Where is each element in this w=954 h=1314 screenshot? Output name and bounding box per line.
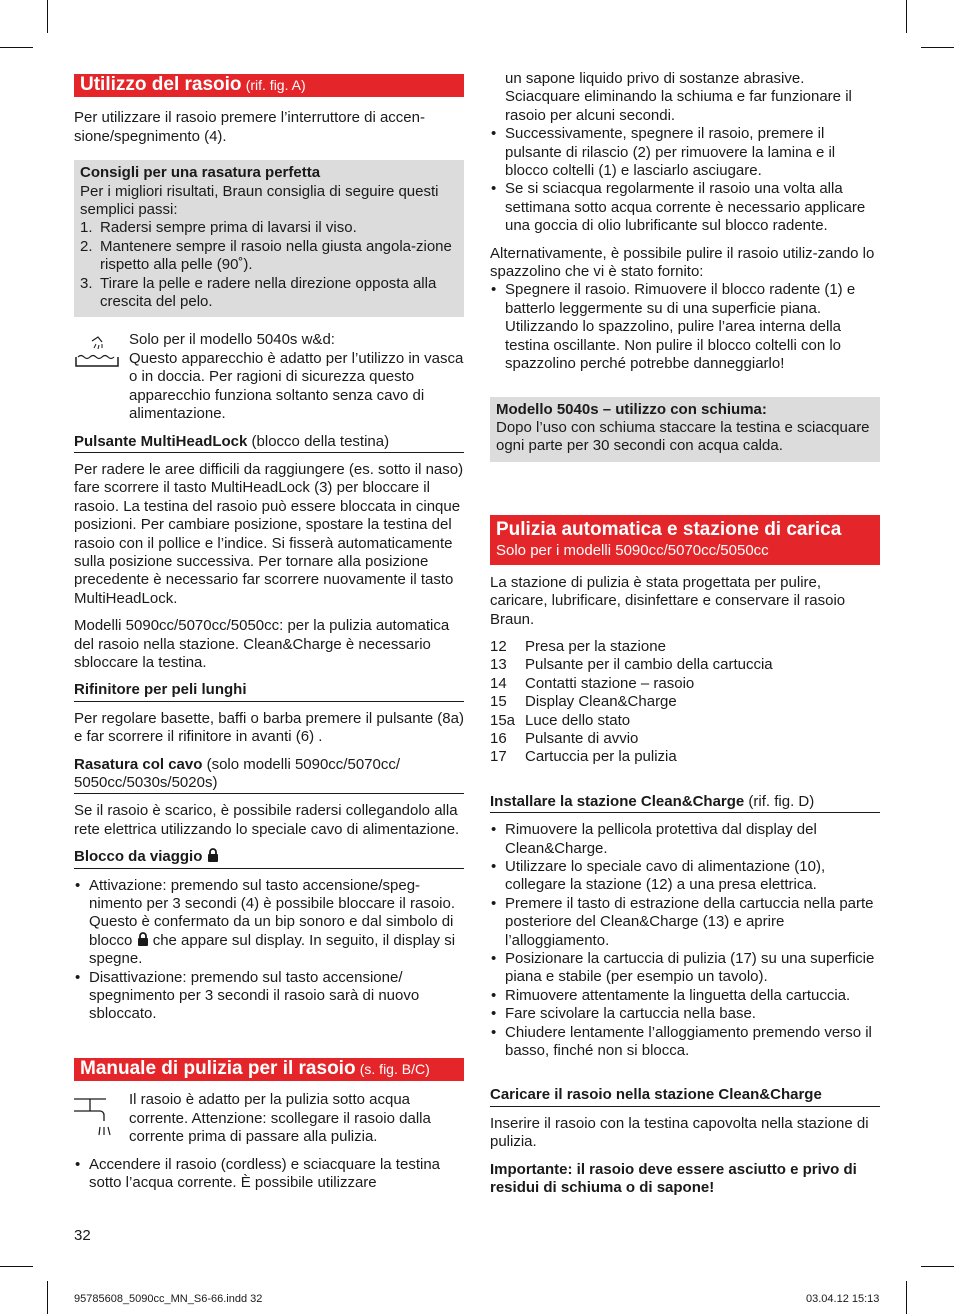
crop-mark: [906, 0, 907, 33]
tips-list: [80, 219, 458, 311]
list-item: 1. Radersi sempre prima di lavarsi il viso.: [80, 219, 357, 237]
list-item: • Chiudere lentamente l’alloggiamento premendo verso il basso, finché non si blocca.: [490, 1024, 880, 1061]
lock-icon: [207, 848, 219, 862]
section-title: Manuale di pulizia per il rasoio: [80, 1057, 356, 1079]
list-item: 12 Presa per la stazione: [490, 637, 666, 655]
section-subtitle: Solo per i modelli 5090cc/5070cc/5050cc: [496, 541, 769, 559]
list-item: • Rimuovere la pellicola protettiva dal display del Clean&Charge.: [490, 821, 880, 858]
travel-lock-list: [74, 877, 464, 1024]
charge-heading: Caricare il rasoio nella stazione Clean&Charge: [490, 1086, 880, 1106]
list-item: 3. Tirare la pelle e radere nella direzione opposta alla crescita del pelo.: [80, 274, 437, 311]
tips-box: [74, 160, 464, 317]
section-title: Pulizia automatica e stazione di carica: [496, 518, 842, 540]
multiheadlock-models: Modelli 5090cc/5070cc/5050cc: per la pulizia automatica del rasoio nella stazione. Clean&Charge è necessario sbloccare la testina.: [74, 617, 450, 671]
foam-box: [490, 397, 880, 462]
list-number: 3.: [80, 274, 93, 292]
shower-bath-icon: [74, 331, 129, 423]
wd-text: Questo apparecchio è adatto per l’utilizzo in vasca o in doccia. Per ragioni di sicurezza questo apparecchio funziona soltanto senza cavo di alimentazione.: [129, 349, 464, 423]
crop-mark: [906, 1281, 907, 1314]
list-item: • Disattivazione: premendo sul tasto accensione/ spegnimento per 3 secondi il rasoio sarà di nuovo sbloccato.: [74, 969, 464, 1024]
trimmer-text: Per regolare basette, baffi o barba premere il pulsante (8a) e far scorrere il rifinitore in avanti (6) .: [74, 709, 464, 746]
usage-intro: Per utilizzare il rasoio premere l’interruttore di accen-sione/spegnimento (4).: [74, 109, 425, 145]
trimmer-heading: Rifinitore per peli lunghi: [74, 681, 464, 701]
list-item: 17 Cartuccia per la pulizia: [490, 748, 677, 766]
alternative-list: [490, 281, 880, 373]
crop-mark: [47, 1281, 48, 1314]
manual-cleaning-list: [74, 1156, 464, 1193]
multiheadlock-heading: Pulsante MultiHeadLock (blocco della testina): [74, 433, 464, 453]
list-item: 16 Pulsante di avvio: [490, 729, 639, 747]
wd-title: Solo per il modello 5040s w&d:: [129, 331, 335, 349]
charge-text: Inserire il rasoio con la testina capovolta nella stazione di pulizia.: [490, 1114, 869, 1151]
crop-mark: [921, 1266, 954, 1267]
list-item: • Premere il tasto di estrazione della cartuccia nella parte posteriore del Clean&Charge (13) e aprire l’alloggiamento.: [490, 895, 880, 950]
list-item: un sapone liquido privo di sostanze abrasive. Sciacquare eliminando la schiuma e far funzionare il rasoio per alcuni secondi.: [505, 70, 852, 124]
list-item: • Se si sciacqua regolarmente il rasoio una volta alla settimana sotto acqua corrente è necessario applicare una goccia di olio lubrificante sul blocco radente.: [491, 180, 866, 235]
section-header-usage: [74, 74, 464, 97]
continued-list: [490, 70, 880, 236]
wd-note: [74, 331, 464, 423]
important-note: Importante: il rasoio deve essere asciutto e privo di residui di schiuma o di sapone!: [490, 1160, 857, 1197]
list-item: • Posizionare la cartuccia di pulizia (17) su una superficie piana e stabile (per esempio un tavolo).: [490, 950, 880, 987]
list-item: • Rimuovere attentamente la linguetta della cartuccia.: [490, 987, 880, 1005]
left-column: [74, 74, 464, 1202]
parts-list: [490, 638, 880, 767]
install-heading: Installare la stazione Clean&Charge (rif. fig. D): [490, 793, 880, 813]
section-header-clean-charge: [490, 515, 880, 565]
corded-heading: Rasatura col cavo (solo modelli 5090cc/5070cc/ 5050cc/5030s/5020s): [74, 756, 464, 795]
section-title: Utilizzo del rasoio: [80, 74, 242, 95]
multiheadlock-text: Per radere le aree difficili da raggiungere (es. sotto il naso) fare scorrere il tasto MultiHeadLock (3) per bloccare il rasoio. La testina del rasoio può essere bloccata in cinque posizioni. Per cambiare posizione, spostare la testina del rasoio con il pollice e l’indice. Si fisserà automaticamente sulla posizione successiva. Per tornare alla posizione precedente è necessario far scorrere nuovamente il tasto MultiHeadLock.: [74, 460, 464, 607]
water-cleaning-note: [74, 1091, 464, 1146]
lock-icon: [137, 932, 149, 946]
list-item: 14 Contatti stazione – rasoio: [490, 674, 695, 692]
list-item: 15a Luce dello stato: [490, 711, 631, 729]
section-header-manual-cleaning: [74, 1058, 464, 1081]
list-item: 15 Display Clean&Charge: [490, 693, 677, 711]
list-item: • Accendere il rasoio (cordless) e sciacquare la testina sotto l’acqua corrente. È possibile utilizzare: [74, 1156, 464, 1193]
section-ref: (s. fig. B/C): [359, 1060, 430, 1077]
water-cleaning-text: Il rasoio è adatto per la pulizia sotto acqua corrente. Attenzione: scollegare il rasoio dalla corrente prima di passare alla pulizia.: [129, 1091, 431, 1146]
crop-mark: [921, 47, 954, 48]
clean-charge-intro: La stazione di pulizia è stata progettata per pulire, caricare, lubrificare, disinfettare e conservare il rasoio Braun.: [490, 573, 846, 628]
right-column: [490, 70, 880, 1207]
section-ref: (rif. fig. A): [245, 77, 306, 93]
corded-text: Se il rasoio è scarico, è possibile radersi collegandolo alla rete elettrica utilizzando lo speciale cavo di alimentazione.: [74, 802, 460, 838]
list-number: 1.: [80, 219, 93, 237]
list-number: 2.: [80, 237, 93, 255]
install-list: [490, 821, 880, 1060]
list-item: • Successivamente, spegnere il rasoio, premere il pulsante di rilascio (2) per rimuovere la lamina e il blocco coltelli (1) e lasciarlo asciugare.: [491, 125, 836, 180]
foam-text: Dopo l’uso con schiuma staccare la testina e sciacquare ogni parte per 30 secondi con acqua calda.: [496, 418, 870, 455]
crop-mark: [0, 1266, 33, 1267]
list-item: 13 Pulsante per il cambio della cartuccia: [490, 656, 773, 674]
tips-heading: Consigli per una rasatura perfetta: [80, 164, 321, 182]
alternative-text: Alternativamente, è possibile pulire il rasoio utiliz-zando lo spazzolino che vi è stato fornito:: [490, 244, 875, 281]
crop-mark: [0, 47, 33, 48]
tips-intro: Per i migliori risultati, Braun consiglia di seguire questi semplici passi:: [80, 182, 439, 219]
footer-file: 95785608_5090cc_MN_S6-66.indd 32: [74, 1293, 263, 1305]
list-item: • Attivazione: premendo sul tasto accensione/speg-nimento per 3 secondi (4) è possibile bloccare il rasoio. Questo è confermato da un bip sonoro e dal simbolo di blocco che appare sul display. In seguito, il display si spegne.: [74, 877, 464, 969]
running-water-icon: [74, 1091, 129, 1146]
list-item: 2. Mantenere sempre il rasoio nella giusta angola-zione rispetto alla pelle (90˚).: [80, 237, 452, 274]
crop-mark: [47, 0, 48, 33]
page-number: 32: [74, 1227, 91, 1244]
list-item: • Fare scivolare la cartuccia nella base.: [490, 1005, 880, 1023]
foam-heading: Modello 5040s – utilizzo con schiuma:: [496, 400, 767, 418]
list-item: • Utilizzare lo speciale cavo di alimentazione (10), collegare la stazione (12) a una presa elettrica.: [490, 858, 880, 895]
list-item: • Spegnere il rasoio. Rimuovere il blocco radente (1) e batterlo leggermente su di una superficie piana. Utilizzando lo spazzolino, pulire l’area interna della testina oscillante. Non pulire il blocco coltelli con lo spazzolino perché potrebbe danneggiarlo!: [490, 281, 880, 373]
footer-date: 03.04.12 15:13: [806, 1293, 880, 1305]
travel-lock-heading: Blocco da viaggio: [74, 848, 464, 868]
